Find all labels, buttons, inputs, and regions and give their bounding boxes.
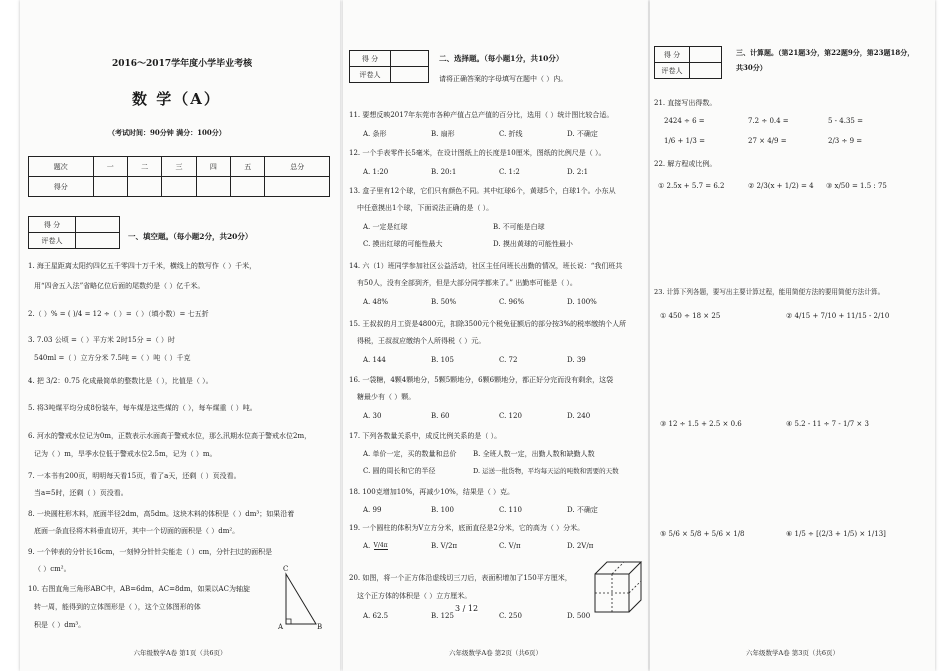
calc-item: ⑤ 5/6 × 5/8 + 5/6 × 1/8 [660,530,745,538]
option[interactable]: D. 240 [567,412,591,420]
calc-item: 27 × 4/9 = [748,137,787,145]
score-header: 四 [196,157,230,177]
score-cell[interactable] [93,177,127,197]
calc-item: 2/3 ÷ 9 = [828,137,863,145]
question-line: 17. 下列各数量关系中，成反比例关系的是（ ）。 [349,432,502,440]
question-line: 11. 要想反映2017年东莞市各种产值占总产值的百分比，选用（ ）统计图比较合适。 [349,111,614,119]
exam-title: 2016～2017学年度小学毕业考核 [112,59,253,69]
question-line: 7. 一本书有200页，明明每天看15页，看了a天，还剩（ ）页没看。 [28,472,241,480]
cube-figure [591,558,643,618]
grader-score-cell[interactable] [690,47,722,63]
option[interactable]: A. 30 [363,412,382,420]
option[interactable]: D. 运送一批货物，平均每天运的吨数和需要的天数 [473,467,619,475]
question-line: 14. 六（1）班同学参加社区公益活动，社区主任问班长出勤的情况，班长说：“我们班共 [349,262,623,270]
grader-score-label: 得 分 [29,217,76,233]
option[interactable]: B. 20:1 [431,168,457,176]
calc-item: ① 450 ÷ 18 × 25 [660,312,721,320]
question-line: 19. 一个圆柱的体积为V立方分米，底面直径是2分米，它的高为（ ）分米。 [349,524,585,532]
question-line: 有50人，没有全部到齐，但是大部分同学都来了。” 出勤率可能是（ ）。 [357,279,577,287]
section-title-cont: 共30分） [736,63,767,72]
calc-item: ④ 5.2 - 11 ÷ 7 - 1/7 × 3 [786,420,869,428]
option[interactable]: B. 125 [431,612,454,620]
triangle-label-c: C [283,565,289,573]
score-cell[interactable] [162,177,196,197]
score-header: 题次 [29,157,94,177]
equation-item: ② 2/3(x + 1/2) = 4 [748,182,814,190]
option[interactable]: D. 2V/π [567,542,594,550]
grader-score-label: 得 分 [350,51,391,67]
question-line: 1. 海王星距离太阳约四亿五千零四十万千米，横线上的数写作（ ）千米， [28,262,257,270]
question-line: 这个正方体的体积是（ ）立方厘米。 [357,592,472,600]
option[interactable]: C. 120 [499,412,522,420]
exam-meta: （考试时间：90分钟 满分：100分） [108,128,226,137]
score-table [28,156,330,197]
question-line: 22. 解方程或比例。 [654,160,717,168]
grader-score-cell[interactable] [391,51,429,67]
question-line: 6. 河水的警戒水位记为0m，正数表示水面高于警戒水位，那么汛期水位高于警戒水位2m， [28,432,312,440]
calc-item: ② 4/15 + 7/10 + 11/15 - 2/10 [786,312,890,320]
option-row [363,506,598,515]
option[interactable]: C. 72 [499,356,518,364]
grader-box [654,46,722,79]
question-line: 2.（ ）% = ( )/4 = 12 ÷（ ）=（ ）（填小数）= 七五折 [28,310,209,318]
option-row [363,240,573,249]
page-footer: 六年级数学A卷 第2页（共6页） [448,649,543,657]
option-row [363,298,597,307]
exam-page-3 [650,0,935,671]
option[interactable]: C. V/π [499,542,521,550]
section-instruction: 请将正确答案的字母填写在题中（ ）内。 [439,75,568,83]
triangle-label-b: B [317,623,323,631]
calc-item: ③ 12 ÷ 1.5 + 2.5 × 0.6 [660,420,742,428]
option-row [363,356,586,365]
page-footer: 六年级数学A卷 第3页（共6页） [745,649,840,657]
option-row [363,412,590,421]
grader-reviewer-label: 评卷人 [350,67,391,83]
option[interactable]: B. 105 [431,356,454,364]
score-header: 三 [162,157,196,177]
option-row [363,223,545,232]
question-line: 15. 王叔叔的月工资是4800元，扣除3500元个税免征额后的部分按3%的税率缴纳个人所 [349,320,627,328]
option[interactable]: B. 全班人数一定，出勤人数和缺勤人数 [473,450,595,458]
option[interactable]: A. V/4π [363,542,388,550]
page-footer: 六年级数学A卷 第1页（共6页） [133,649,227,657]
option[interactable]: A. 48% [363,298,389,306]
grader-reviewer-label: 评卷人 [29,233,76,249]
score-header: 总分 [265,157,330,177]
option-row [363,467,619,476]
option[interactable]: A. 条形 [363,130,387,138]
option[interactable]: C. 1:2 [499,168,520,176]
right-triangle-figure [276,568,324,630]
option[interactable]: D. 2:1 [567,168,589,176]
question-line: 用“四舍五入法”省略亿位后面的尾数约是（ ）亿千米。 [34,282,205,290]
question-line: 4. 把 3/2：0.75 化成最简单的整数比是（ ），比值是（ ）。 [28,377,213,385]
option[interactable]: C. 折线 [499,130,523,138]
option[interactable]: A. 62.5 [363,612,389,620]
question-line: 21. 直接写出得数。 [654,99,717,107]
question-line: 中任意摸出1个球，下面说法正确的是（ ）。 [357,204,494,212]
exam-page-2 [343,0,648,671]
score-row-label: 得分 [29,177,94,197]
question-line: 13. 盒子里有12个球，它们只有颜色不同。其中红球6个，黄球5个，白球1个。小东从 [349,187,616,195]
option[interactable]: D. 不确定 [567,506,598,514]
calc-item: 7.2 ÷ 0.4 = [748,117,789,125]
section-title: 二、选择题。（每小题1分，共10分） [439,54,564,63]
option[interactable]: A. 144 [363,356,386,364]
question-line: 12. 一个手表零件长5毫米，在设计图纸上的长度是10厘米，图纸的比例尺是（ ）。 [349,149,606,157]
option-row [363,612,590,621]
question-line: 23. 计算下列各题，要写出主要计算过程，能用简便方法的要用简便方法计算。 [654,288,885,296]
exam-page-1 [20,0,340,671]
question-line: 底面一条直径将木料垂直切开，其中一个切面的面积是（ ）dm²。 [34,527,240,535]
option[interactable]: A. 单价一定，买的数量和总价 [363,450,457,458]
score-header: 一 [93,157,127,177]
question-line: 16. 一袋糖，4颗4颗地分，5颗5颗地分，6颗6颗地分，都正好分完而没有剩余，这袋 [349,376,614,384]
grader-score-cell[interactable] [76,217,120,233]
question-line: 积是（ ）dm³。 [34,621,86,629]
option[interactable]: B. V/2π [431,542,458,550]
option[interactable]: C. 96% [499,298,525,306]
option[interactable]: B. 扇形 [431,130,455,138]
equation-item: ③ x/50 = 1.5 : 75 [826,182,887,190]
question-line: 20. 如图，将一个正方体沿虚线切三刀后，表面积增加了150平方厘米， [349,574,572,582]
option-row [363,542,593,551]
question-line: 糖最少有（ ）颗。 [357,393,416,401]
calc-item: 2424 ÷ 6 = [664,117,705,125]
option-row [363,168,588,177]
score-cell[interactable] [127,177,161,197]
option[interactable]: A. 一定是红球 [363,223,408,231]
question-line: 5. 将3吨煤平均分成8份装车，每车煤是这些煤的（ ），每车煤重（ ）吨。 [28,404,257,412]
score-cell[interactable] [231,177,265,197]
option[interactable]: C. 摸出红球的可能性最大 [363,240,443,248]
option[interactable]: D. 39 [567,356,586,364]
grader-score-label: 得 分 [655,47,690,63]
calc-item: ⑥ 1/5 ÷ [(2/3 + 1/5) × 1/13] [786,530,886,538]
option[interactable]: B. 50% [431,298,457,306]
section-title: 一、填空题。（每小题2分，共20分） [128,232,253,241]
question-line: 9. 一个钟表的分针长16cm，一刻钟分针针尖能走（ ）cm，分针扫过的面积是 [28,548,273,556]
option-row [363,450,595,459]
question-line: 3. 7.03 公顷 =（ ）平方米 2时15分 =（ ）时 [28,336,175,344]
question-line: 记为（ ）m，旱季水位低于警戒水位2.5m，记为（ ）m。 [34,450,217,458]
option[interactable]: D. 100% [567,298,597,306]
question-line: 8. 一块圆柱形木料，底面半径2dm，高5dm。这块木料的体积是（ ）dm³；如果沿着 [28,510,295,518]
calc-item: 1/6 + 1/3 = [664,137,705,145]
option[interactable]: C. 圆的周长和它的半径 [363,467,436,475]
grader-box [28,216,120,249]
option[interactable]: B. 60 [431,412,450,420]
section-title: 三、计算题。（第21题3分，第22题9分，第23题18分， [736,48,915,57]
equation-item: ① 2.5x + 5.7 = 6.2 [658,182,725,190]
question-line: 转一周，能得到的立体图形是（ ），这个立体图形的体 [34,603,201,611]
option-row [363,130,598,139]
score-header: 五 [231,157,265,177]
score-cell[interactable] [265,177,330,197]
option[interactable]: A. 1:20 [363,168,389,176]
option[interactable]: D. 500 [567,612,591,620]
grader-reviewer-cell[interactable] [690,63,722,79]
calc-item: 5 - 4.35 = [828,117,863,125]
question-line: （ ）cm²。 [34,565,71,573]
subject-title: 数 学（A） [132,90,221,108]
score-cell[interactable] [196,177,230,197]
question-line: 10. 右图直角三角形ABC中，AB=6dm，AC=8dm，如果以AC为轴旋 [28,585,250,593]
option[interactable]: D. 摸出黄球的可能性最小 [493,240,573,248]
question-line: 540ml =（ ）立方分米 7.5吨 =（ ）吨（ ）千克 [34,354,191,362]
question-line: 18. 100克增加10%，再减少10%，结果是（ ）克。 [349,488,515,496]
option[interactable]: D. 不确定 [567,130,598,138]
grader-box [349,50,429,83]
option[interactable]: B. 100 [431,506,454,514]
score-header: 二 [127,157,161,177]
grader-reviewer-cell[interactable] [391,67,429,83]
option[interactable]: C. 110 [499,506,522,514]
grader-reviewer-label: 评卷人 [655,63,690,79]
triangle-label-a: A [278,623,284,631]
question-line: 得税，王叔叔应缴纳个人所得税（ ）元。 [357,337,486,345]
option[interactable]: A. 99 [363,506,382,514]
grader-reviewer-cell[interactable] [76,233,120,249]
option[interactable]: C. 250 [499,612,522,620]
page-counter: 3 / 12 [455,604,479,613]
option[interactable]: B. 不可能是白球 [493,223,545,231]
question-line: 当a=5时，还剩（ ）页没看。 [34,489,128,497]
